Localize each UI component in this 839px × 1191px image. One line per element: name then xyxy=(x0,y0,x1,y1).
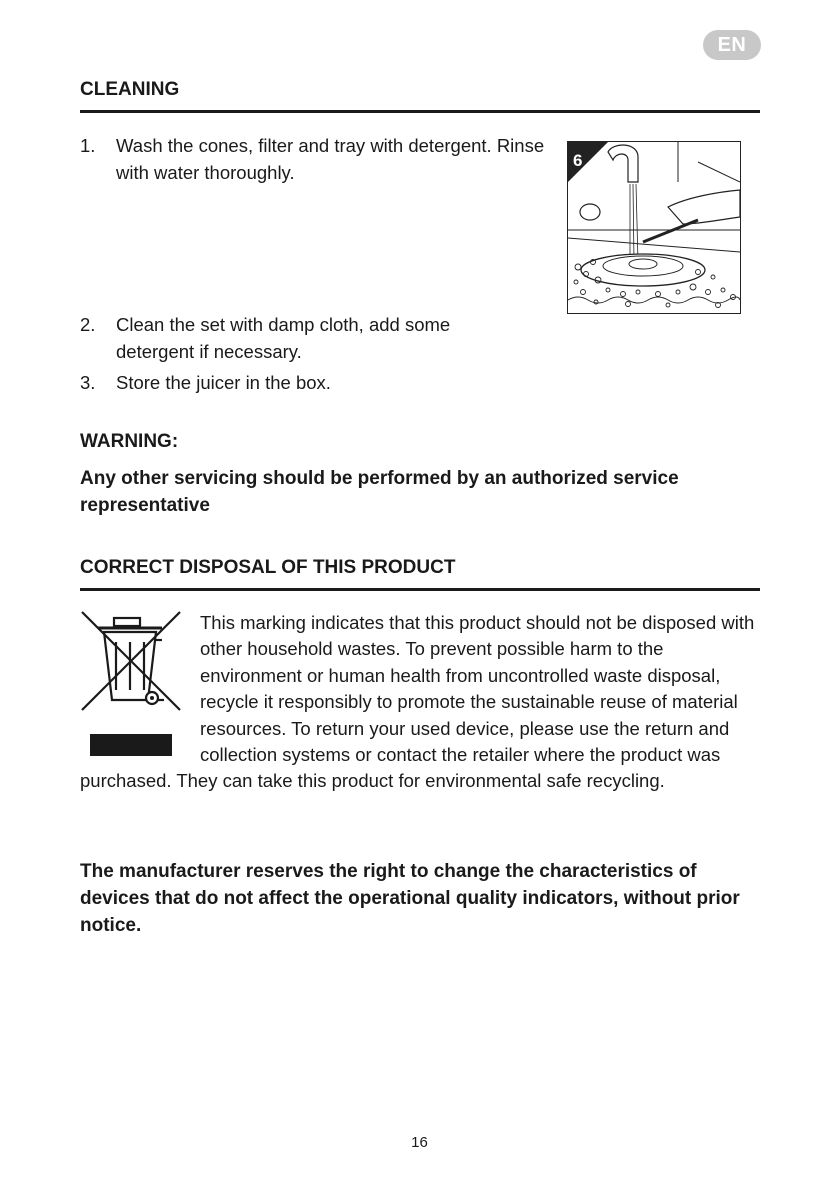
washing-illustration xyxy=(567,141,741,314)
disposal-title: CORRECT DISPOSAL OF THIS PRODUCT xyxy=(80,557,456,578)
figure-number: 6 xyxy=(573,151,583,170)
warning-text: Any other servicing should be performed by an authorized service representative xyxy=(80,468,679,516)
warning-title: WARNING: xyxy=(80,431,179,452)
cleaning-title: CLEANING xyxy=(80,79,180,100)
step-number: 3. xyxy=(80,372,96,393)
cleaning-step-3 xyxy=(80,369,550,396)
page-number: 16 xyxy=(411,1134,428,1151)
cleaning-step-2 xyxy=(80,311,510,365)
step-text: Wash the cones, filter and tray with detergent. Rinse with water thoroughly. xyxy=(116,135,545,183)
washing-illustration-icon xyxy=(568,142,740,313)
icon-spacer xyxy=(80,610,200,768)
disposal-text xyxy=(80,610,770,795)
step-number: 2. xyxy=(80,314,96,335)
cleaning-divider xyxy=(80,110,760,113)
disposal-divider xyxy=(80,588,760,591)
step-text: Clean the set with damp cloth, add some detergent if necessary. xyxy=(116,314,451,362)
step-number: 1. xyxy=(80,135,96,156)
language-badge: EN xyxy=(703,30,761,60)
cleaning-step-1 xyxy=(80,132,550,186)
manufacturer-notice: The manufacturer reserves the right to change the characteristics of devices that do not affect the operational quality indicators, without prior notice. xyxy=(80,861,740,936)
step-text: Store the juicer in the box. xyxy=(116,372,331,393)
disposal-paragraph: This marking indicates that this product should not be disposed with other household wastes. To prevent possible harm to the environment or human health from uncontrolled waste disposal, recycle it responsibly to promote the sustainable reuse of material resources. To return your used device, please use the return and collection systems or contact the retailer where the product was purchased. They can take this product for environmental safe recycling. xyxy=(80,612,755,792)
